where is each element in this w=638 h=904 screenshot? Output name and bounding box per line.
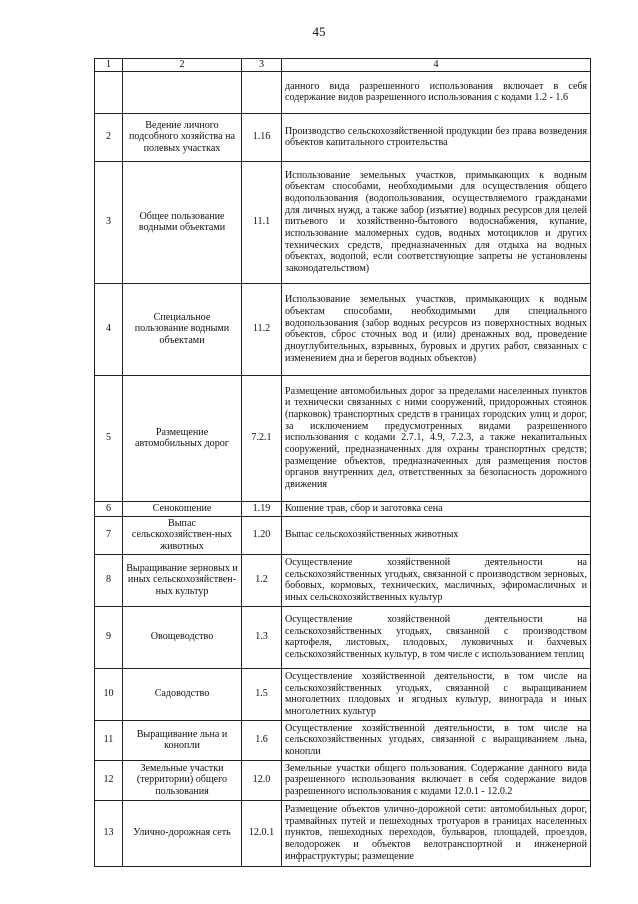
row-number [95,71,123,113]
use-type-name: Овощеводство [123,606,242,668]
header-col-3: 3 [242,59,282,72]
use-type-name: Размещение автомобильных дорог [123,375,242,501]
table-row [95,113,591,161]
use-type-description: Размещение автомобильных дорог за пределами населенных пунктов и технически связанных с ними сооружений, придорожных стоянок (парковок) транспортных средств в границах городских улиц и дорог, за исключением предусмотренных видами разрешенного использования с кодами 2.7.1, 4.9, 7.2.3, а также некапитальных сооружений, предназначенных для охраны транспортных средств; размещение объектов, предназначенных для размещения постов органов внутренних дел, ответственных за безопасность дорожного движения [282,375,591,501]
use-type-description: Использование земельных участков, примыкающих к водным объектам способами, необходимыми для осуществления общего водопользования (водопользования, осуществляемого гражданами для личных нужд, а также забор (изъятие) водных ресурсов для целей питьевого и хозяйственно-бытового водоснабжения, купание, использование маломерных судов, водных мотоциклов и других технических средств, предназначенных для отдыха на водных объектах, водопой, если соответствующие запреты не установлены законодательством) [282,161,591,283]
header-col-2: 2 [123,59,242,72]
row-number: 6 [95,501,123,516]
table-header [95,59,591,72]
use-type-description: Осуществление хозяйственной деятельности, в том числе на сельскохозяйственных угодьях, связанной с выращиванием льна, конопли [282,720,591,760]
use-type-name [123,71,242,113]
use-type-code: 1.3 [242,606,282,668]
use-type-code: 7.2.1 [242,375,282,501]
use-type-name: Улично-дорожная сеть [123,800,242,866]
table-row [95,283,591,375]
page-number: 45 [312,24,326,39]
use-type-name: Ведение личного подсобного хозяйства на полевых участках [123,113,242,161]
row-number: 11 [95,720,123,760]
header-row [95,59,591,72]
use-type-code: 1.20 [242,516,282,554]
use-type-name: Садоводство [123,668,242,720]
use-type-code [242,71,282,113]
use-type-name: Выпас сельскохозяйствен-ных животных [123,516,242,554]
table-row [95,668,591,720]
row-number: 12 [95,760,123,800]
table-row [95,71,591,113]
row-number: 7 [95,516,123,554]
use-type-code: 1.2 [242,554,282,606]
use-type-description: Выпас сельскохозяйственных животных [282,516,591,554]
row-number: 10 [95,668,123,720]
table-row [95,606,591,668]
row-number: 9 [95,606,123,668]
use-type-name: Общее пользование водными объектами [123,161,242,283]
table-row [95,501,591,516]
use-type-description: Осуществление хозяйственной деятельности на сельскохозяйственных угодьях, связанной с производством картофеля, листовых, плодовых, луковичных и бахчевых сельскохозяйственных культур, в том числе с использованием теплиц [282,606,591,668]
use-type-code: 1.19 [242,501,282,516]
use-type-name: Специальное пользование водными объектами [123,283,242,375]
use-type-name: Выращивание зерновых и иных сельскохозяйствен-ных культур [123,554,242,606]
table-row [95,161,591,283]
use-type-description: Осуществление хозяйственной деятельности на сельскохозяйственных угодьях, связанной с производством зерновых, бобовых, кормовых, технических, масличных, эфиромасличных и иных сельскохозяйственных культур [282,554,591,606]
use-type-description: Земельные участки общего пользования. Содержание данного вида разрешенного использования включает в себя содержание видов разрешенного использования с кодами 12.0.1 - 12.0.2 [282,760,591,800]
use-type-code: 12.0 [242,760,282,800]
table-row [95,375,591,501]
row-number: 3 [95,161,123,283]
table-row [95,720,591,760]
use-type-description: Производство сельскохозяйственной продукции без права возведения объектов капитального строительства [282,113,591,161]
use-type-code: 1.16 [242,113,282,161]
table-row [95,760,591,800]
use-type-code: 11.2 [242,283,282,375]
use-type-name: Сенокошение [123,501,242,516]
row-number: 13 [95,800,123,866]
row-number: 4 [95,283,123,375]
table-body [95,71,591,866]
use-type-code: 1.6 [242,720,282,760]
use-type-description: данного вида разрешенного использования включает в себя содержание видов разрешенного использования с кодами 1.2 - 1.6 [282,71,591,113]
row-number: 2 [95,113,123,161]
use-type-code: 12.0.1 [242,800,282,866]
table-row [95,800,591,866]
row-number: 8 [95,554,123,606]
use-type-name: Выращивание льна и конопли [123,720,242,760]
table-row [95,516,591,554]
use-type-code: 1.5 [242,668,282,720]
table-row [95,554,591,606]
use-type-code: 11.1 [242,161,282,283]
use-type-description: Размещение объектов улично-дорожной сети: автомобильных дорог, трамвайных путей и пешеходных тротуаров в границах населенных пунктов, пешеходных переходов, бульваров, площадей, проездов, велодорожек и объектов велотранспортной и инженерной инфраструктуры; размещение [282,800,591,866]
use-type-description: Осуществление хозяйственной деятельности, в том числе на сельскохозяйственных угодьях, связанной с выращиванием многолетних плодовых и ягодных культур, винограда и иных многолетних культур [282,668,591,720]
header-col-4: 4 [282,59,591,72]
use-type-description: Использование земельных участков, примыкающих к водным объектам способами, необходимыми для специального водопользования (забор водных ресурсов из поверхностных водных объектов, сброс сточных вод и (или) дренажных вод, проведение дноуглубительных, взрывных, буровых и других работ, связанных с изменением дна и берегов водных объектов) [282,283,591,375]
header-col-1: 1 [95,59,123,72]
row-number: 5 [95,375,123,501]
use-type-description: Кошение трав, сбор и заготовка сена [282,501,591,516]
use-type-name: Земельные участки (территории) общего пользования [123,760,242,800]
land-use-table [94,58,591,867]
